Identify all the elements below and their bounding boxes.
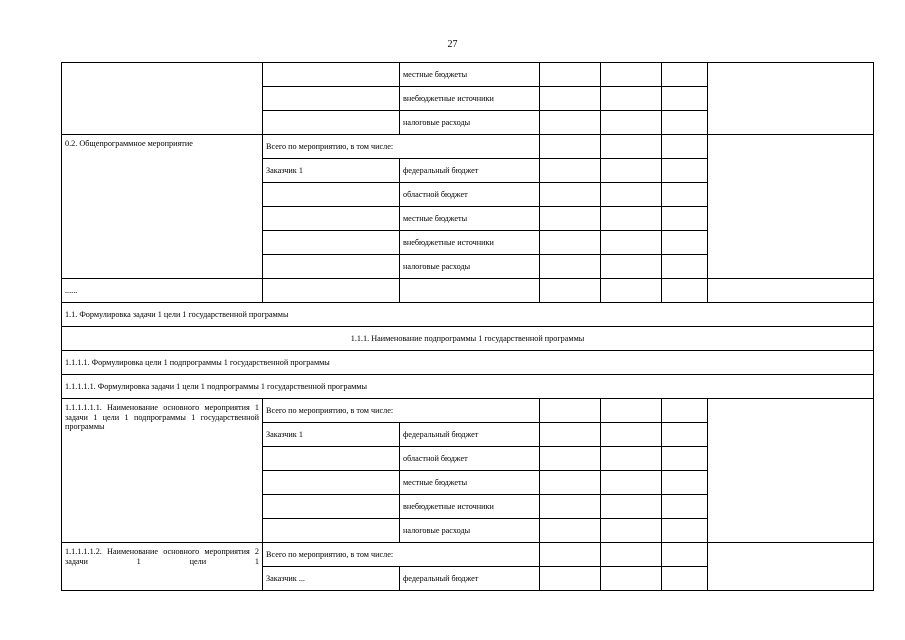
source-cell: внебюджетные источники [400, 495, 540, 519]
ellipsis-cell: ...... [62, 279, 263, 303]
budget-table [61, 62, 874, 591]
customer-cell: Заказчик 1 [263, 159, 400, 183]
source-cell: федеральный бюджет [400, 423, 540, 447]
total-cell: Всего по мероприятию, в том числе: [263, 399, 540, 423]
table-row [62, 303, 874, 327]
source-cell: налоговые расходы [400, 519, 540, 543]
table-row [62, 63, 874, 87]
sub-goal-row: 1.1.1.1. Формулировка цели 1 подпрограммы 1 государственной программы [62, 351, 874, 375]
source-cell: налоговые расходы [400, 111, 540, 135]
total-cell: Всего по мероприятию, в том числе: [263, 543, 540, 567]
table-row [62, 135, 874, 159]
empty-cell [263, 63, 400, 87]
empty-cell [708, 135, 874, 279]
customer-cell: Заказчик 1 [263, 423, 400, 447]
empty-cell [708, 63, 874, 135]
source-cell: местные бюджеты [400, 207, 540, 231]
source-cell: федеральный бюджет [400, 567, 540, 591]
event-name-cell: 0.2. Общепрограммное мероприятие [62, 135, 263, 279]
source-cell: внебюджетные источники [400, 231, 540, 255]
table-row [62, 327, 874, 351]
page-number: 27 [447, 39, 458, 50]
task-row: 1.1. Формулировка задачи 1 цели 1 государственной программы [62, 303, 874, 327]
source-cell: внебюджетные источники [400, 87, 540, 111]
table-row [62, 375, 874, 399]
source-cell: областной бюджет [400, 447, 540, 471]
source-cell: областной бюджет [400, 183, 540, 207]
table-row [62, 279, 874, 303]
sub-task-row: 1.1.1.1.1. Формулировка задачи 1 цели 1 подпрограммы 1 государственной программы [62, 375, 874, 399]
customer-cell: Заказчик ... [263, 567, 400, 591]
subprogram-row: 1.1.1. Наименование подпрограммы 1 государственной программы [62, 327, 874, 351]
empty-cell [708, 543, 874, 591]
source-cell: налоговые расходы [400, 255, 540, 279]
empty-cell [62, 63, 263, 135]
empty-cell [708, 399, 874, 543]
table-row [62, 351, 874, 375]
table-row [62, 399, 874, 423]
event-name-cell: 1.1.1.1.1.2. Наименование основного мероприятия 2 задачи 1 цели 1 [62, 543, 263, 591]
total-cell: Всего по мероприятию, в том числе: [263, 135, 540, 159]
source-cell: местные бюджеты [400, 471, 540, 495]
event-name-cell: 1.1.1.1.1.1. Наименование основного мероприятия 1 задачи 1 цели 1 подпрограммы 1 государственной программы [62, 399, 263, 543]
table-row [62, 543, 874, 567]
source-cell: федеральный бюджет [400, 159, 540, 183]
source-cell: местные бюджеты [400, 63, 540, 87]
